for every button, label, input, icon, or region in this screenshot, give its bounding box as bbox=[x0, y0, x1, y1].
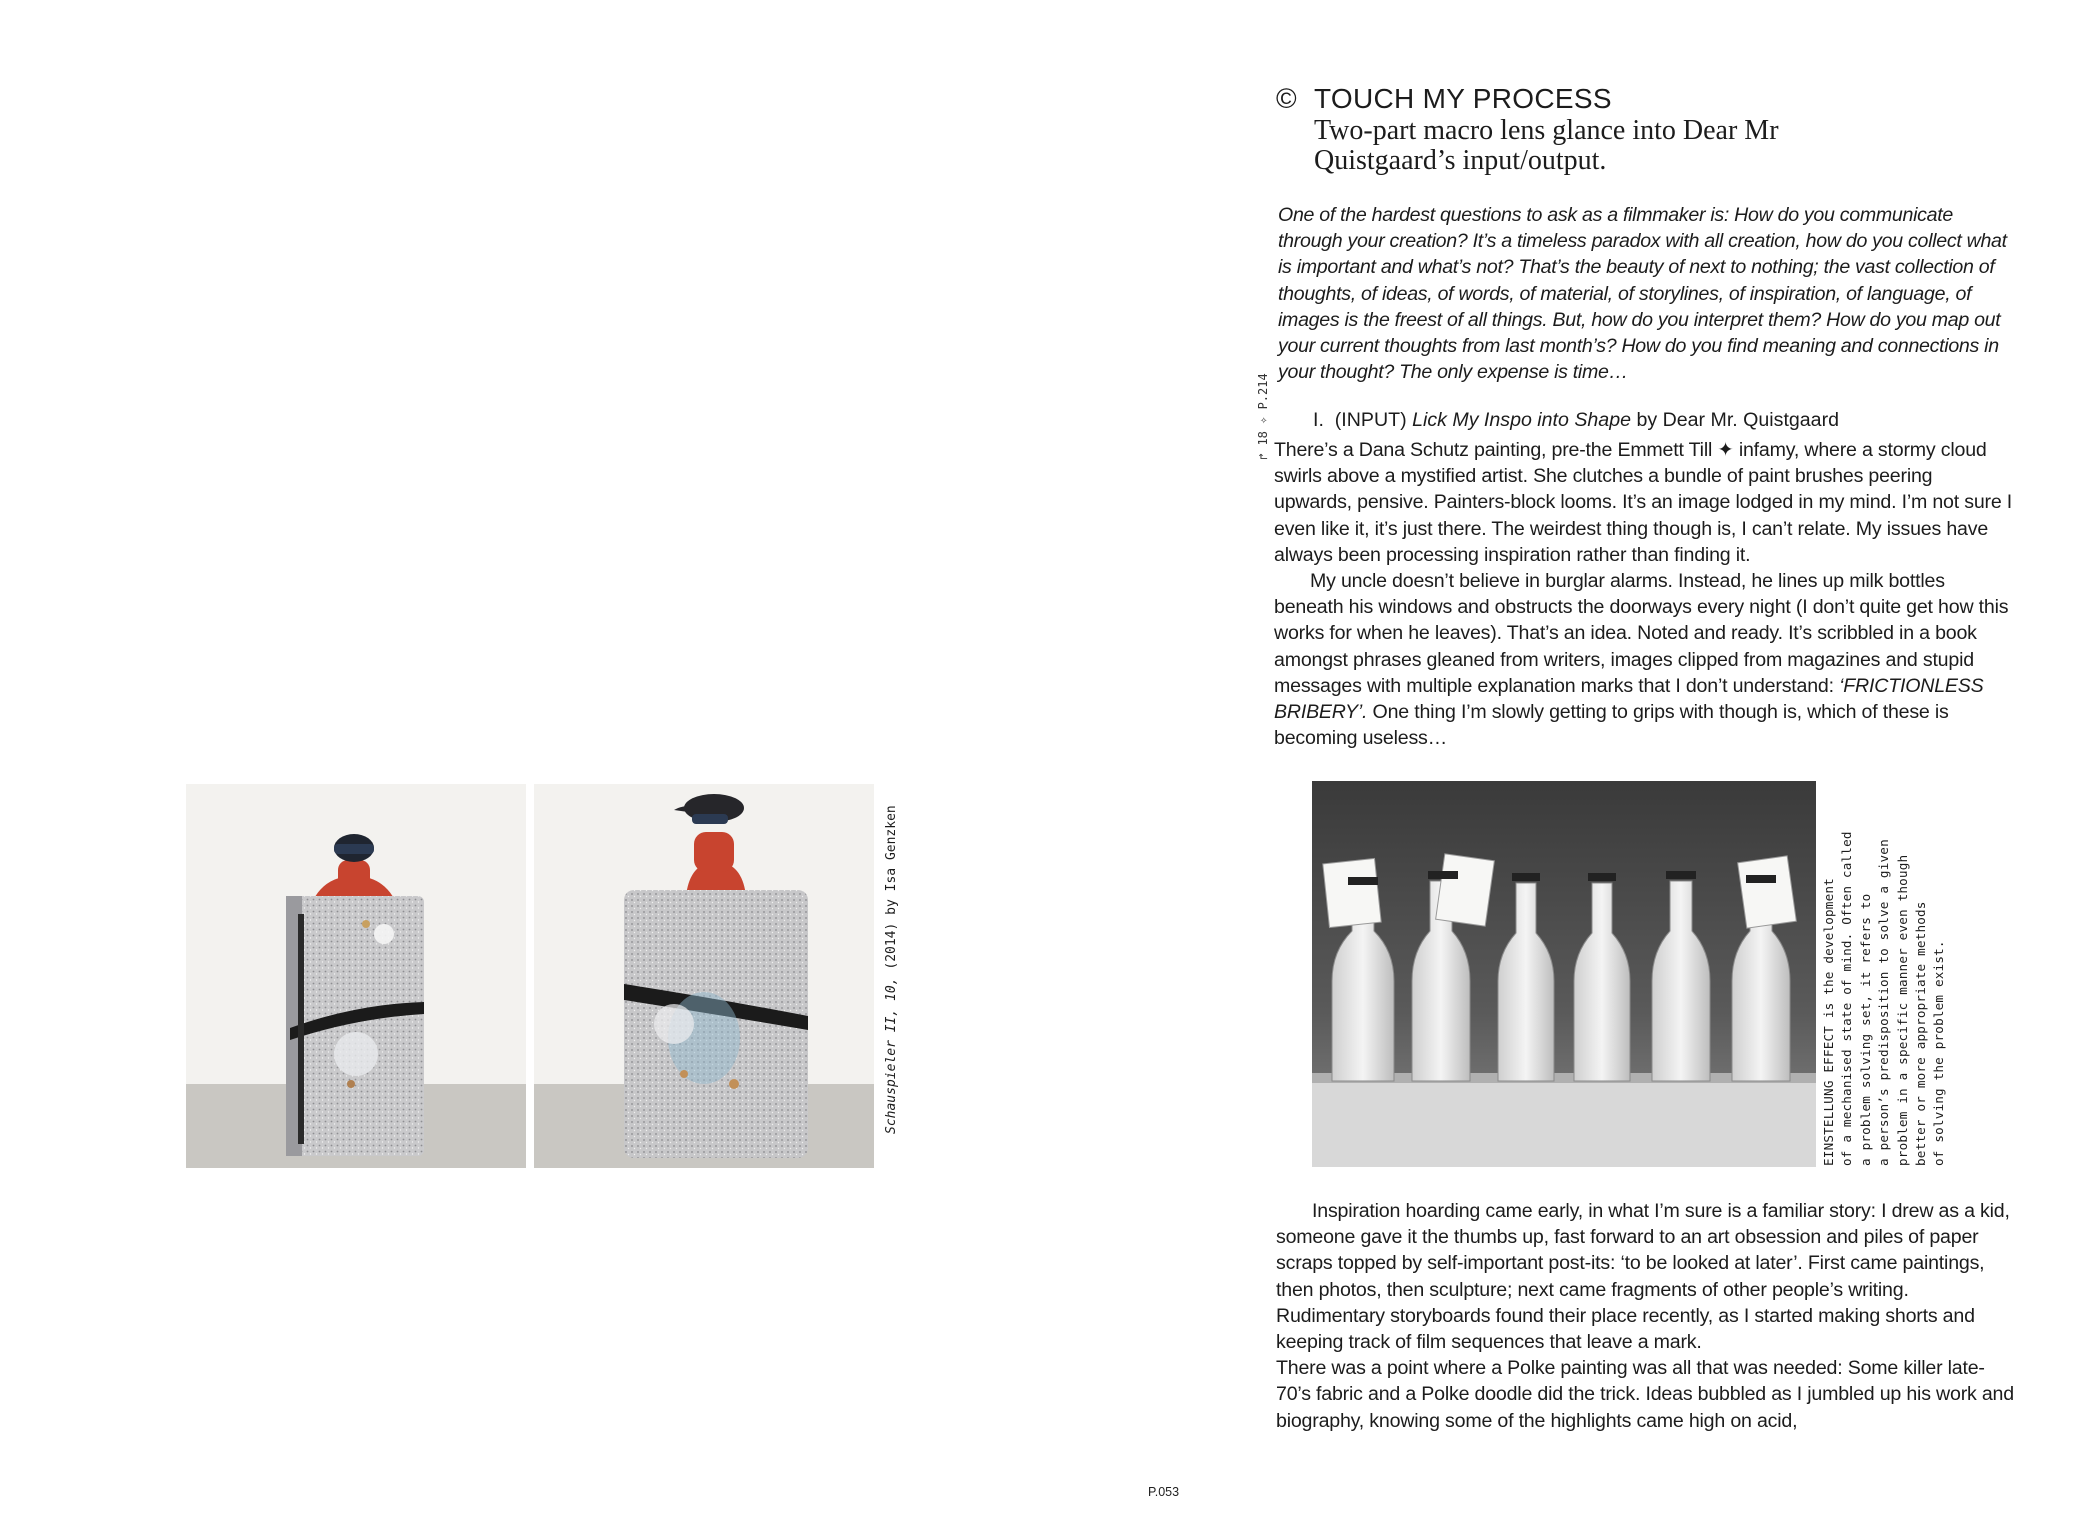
body-text-part-one bbox=[1274, 437, 2014, 751]
body-paragraph: There’s a Dana Schutz painting, pre-the Emmett Till ✦ infamy, where a stormy cloud swirls above a mystified artist. She clutches a bundle of paint brushes peering upwards, pensive. Painters-block looms. It’s an image lodged in my mind. I’m not sure I even like it, it’s just there. The weirdest thing though is, I can’t relate. My issues have always been processing inspiration rather than finding it. bbox=[1274, 439, 2013, 566]
copyright-icon: © bbox=[1276, 83, 1297, 114]
sculpture-photo-right bbox=[534, 784, 874, 1168]
photo-caption-rest: (2014) by Isa Genzken bbox=[884, 805, 899, 978]
section-title: TOUCH MY PROCESS bbox=[1314, 83, 1612, 114]
part-one-title: Lick My Inspo into Shape bbox=[1412, 409, 1631, 431]
body-paragraph-text: My uncle doesn’t believe in burglar alarms. Instead, he lines up milk bottles beneath his windows and obstructs the doorways every night (I don’t quite get how this works for when he leaves). That’s an idea. Noted and ready. It’s scribbled in a book amongst phrases gleaned from writers, images clipped from magazines and stupid messages with multiple explanation marks that I don’t understand: bbox=[1274, 570, 2009, 697]
part-one-byline: by Dear Mr. Quistgaard bbox=[1636, 409, 1840, 431]
section-subtitle: Two-part macro lens glance into Dear Mr Quistgaard’s input/output. bbox=[1314, 115, 1779, 176]
page-number: P.053 bbox=[1148, 1485, 1180, 1499]
quoted-phrase: ‘FRICTIONLESS BRIBERY’. bbox=[1274, 674, 1984, 724]
photo-caption bbox=[884, 805, 899, 1134]
caption-line: of solving the problem exist. bbox=[1931, 940, 1947, 1166]
caption-line: EINSTELLUNG EFFECT is the development bbox=[1821, 878, 1836, 1166]
photo-caption-title: Schauspieler II, 10, bbox=[884, 977, 899, 1134]
body-paragraph bbox=[1274, 568, 2014, 751]
body-paragraph: Inspiration hoarding came early, in what I’m sure is a familiar story: I drew as a kid, someone gave it the thumbs up, fast forward to an art obsession and piles of paper scraps topped by self-important post-its: ‘to be looked at later’. First came paintings, then photos, then sculpture; next came fragments of other people’s writing. Rudimentary storyboards found their place recently, as I started making shorts and keeping track of film sequences that leave a mark. bbox=[1276, 1200, 2010, 1354]
sculpture-photo-left bbox=[186, 784, 526, 1168]
caption-line: a person’s predisposition to solve a given bbox=[1876, 839, 1892, 1166]
part-one-heading bbox=[1313, 409, 1839, 432]
caption-line: problem in a specific manner even though bbox=[1894, 854, 1910, 1166]
body-paragraph-tail: One thing I’m slowly getting to grips with though is, which of these is becoming useless… bbox=[1274, 701, 1949, 750]
caption-line: better or more appropriate methods bbox=[1913, 901, 1929, 1166]
intro-paragraph: One of the hardest questions to ask as a filmmaker is: How do you communicate through your creation? It’s a timeless paradox with all creation, how do you collect what is important and what’s not? That’s the beauty of next to nothing; the vast collection of thoughts, of ideas, of words, of material, of storylines, of inspiration, of language, of images is the freest of all things. But, how do you interpret them? How do you map out your current thoughts from last month’s? How do you find meaning and connections in your thought? The only expense is time… bbox=[1278, 204, 2007, 384]
part-one-numeral: I. bbox=[1313, 409, 1324, 431]
body-paragraph: There was a point where a Polke painting was all that was needed: Some killer late-70’s fabric and a Polke doodle did the trick. Ideas bubbled as I jumbled up his work and biography, knowing some of the highlights came high on acid, bbox=[1276, 1357, 2014, 1432]
section-heading bbox=[1276, 82, 2036, 176]
body-text-continued bbox=[1276, 1198, 2016, 1434]
caption-line: of a mechanised state of mind. Often called bbox=[1839, 831, 1855, 1166]
milk-bottles-photo bbox=[1312, 781, 1816, 1167]
caption-line: a problem solving set, it refers to bbox=[1857, 893, 1873, 1166]
bottles-caption bbox=[1820, 831, 1949, 1166]
part-one-label: (INPUT) bbox=[1334, 409, 1407, 431]
page-cross-reference: ↱ 18 ✧ P.214 bbox=[1256, 373, 1270, 460]
